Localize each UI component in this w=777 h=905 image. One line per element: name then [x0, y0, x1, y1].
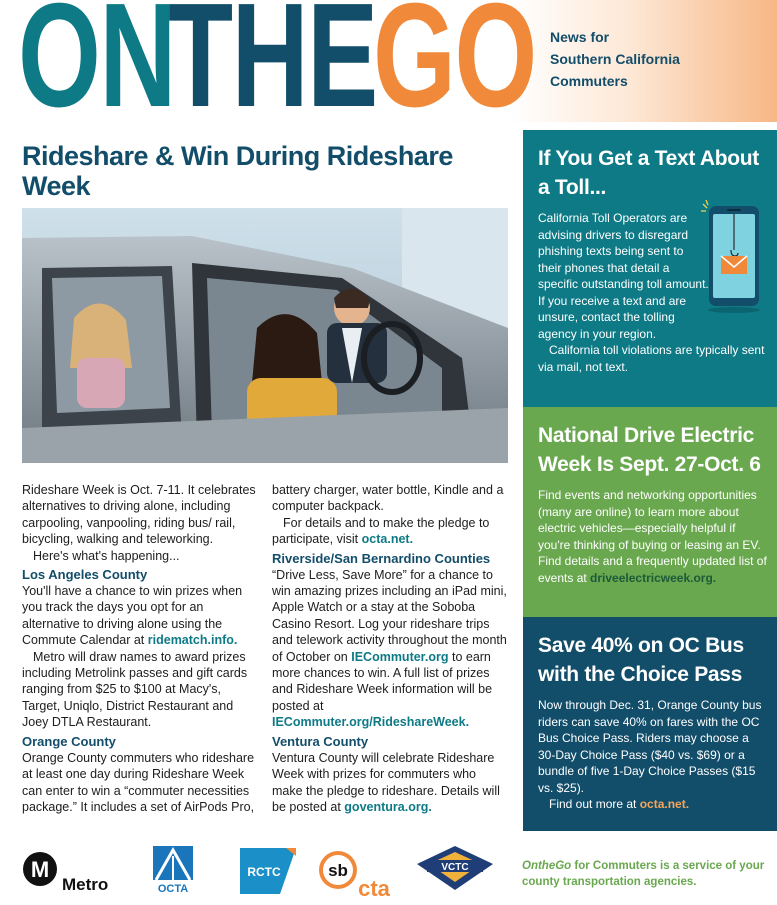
article-title: Rideshare & Win During Rideshare Week	[22, 141, 453, 201]
masthead-logo	[18, 0, 536, 122]
la-paragraph-1-text: You'll have a chance to win prizes when you track the days you opt for an alternative to driving alone using the Commute Calendar at	[22, 584, 243, 648]
goventura-link[interactable]: goventura.org.	[344, 799, 432, 814]
sbcta-logo	[318, 842, 398, 900]
orange-county-heading: Orange County	[22, 733, 116, 749]
rsb-paragraph-text-1: “Drive Less, Save More” for a chance to win amazing prizes including an iPad mini, Apple Watch or a stay at the Soboba Casino Resort. Log your rideshare trips and telework activity throughout the month of October on	[272, 567, 507, 664]
bus-paragraph-2	[538, 796, 767, 813]
masthead-go: GO	[373, 0, 536, 122]
footer-credit	[522, 858, 772, 890]
oc-paragraph-cont: battery charger, water bottle, Kindle and a computer backpack.	[272, 483, 504, 514]
toll-paragraph-2: If you receive a text and are unsure, contact the tolling agency in your region.	[538, 293, 687, 341]
vc-paragraph-text: Ventura County will celebrate Rideshare Week with prizes for commuters who make the pledge to rideshare. Details will be posted at	[272, 750, 500, 814]
article-column-1	[22, 482, 258, 815]
drive-electric-panel	[523, 407, 777, 617]
intro-paragraph: Rideshare Week is Oct. 7-11. It celebrates alternatives to driving alone, including carpooling, vanpooling, riding bus/ rail, bicycling, walking and teleworking.	[22, 483, 256, 547]
oc-bus-choice-pass-panel	[523, 617, 777, 831]
oc-paragraph-1: Orange County commuters who rideshare at least one day during Rideshare Week can enter to win a “commuter necessities package.” It includes a set of AirPods Pro,	[22, 750, 255, 814]
article-column-2	[272, 482, 510, 815]
driveelectricweek-link[interactable]: driveelectricweek.org.	[590, 570, 717, 585]
octa-logo-text: OCTA	[157, 883, 189, 894]
rctc-logo-text: RCTC	[247, 865, 281, 879]
rideshare-photo	[22, 208, 508, 463]
oc-paragraph-2	[272, 515, 510, 548]
octa-logo	[150, 842, 198, 894]
masthead	[0, 0, 777, 122]
masthead-on: ON	[18, 0, 175, 122]
sbcta-logo-sb: sb	[328, 861, 348, 880]
electric-panel-title: National Drive Electric Week Is Sept. 27-Oct. 6	[538, 424, 761, 476]
rctc-logo	[240, 842, 296, 894]
bus-paragraph-2-text: Find out more at	[549, 797, 637, 811]
tagline-line-3: Commuters	[550, 73, 628, 89]
sbcta-logo-cta: cta	[358, 876, 390, 900]
electric-paragraph-text: Find events and networking opportunities (many are online) to learn more about electric vehicles—especially helpful if you're thinking of buying or leasing an EV. Find details and a frequently updated list of events at	[538, 488, 767, 585]
ventura-county-heading: Ventura County	[272, 733, 369, 749]
octa-net-link[interactable]: octa.net.	[639, 797, 690, 811]
riverside-sb-heading: Riverside/San Bernardino Counties	[272, 550, 491, 566]
vc-paragraph	[272, 750, 510, 816]
toll-text-panel	[523, 130, 777, 407]
iecommuter-rideshareweek-link[interactable]: IECommuter.org/RideshareWeek.	[272, 715, 470, 730]
tagline-line-1: News for	[550, 29, 610, 45]
la-paragraph-1	[22, 583, 258, 649]
iecommuter-link[interactable]: IECommuter.org	[351, 649, 449, 664]
la-county-heading: Los Angeles County	[22, 567, 148, 583]
rsb-paragraph	[272, 567, 510, 731]
tagline-line-2: Southern California	[550, 51, 680, 67]
metro-logo-text: Metro	[62, 875, 109, 894]
oc-paragraph-2-text: For details and to make the pledge to participate, visit	[272, 515, 490, 547]
metro-logo	[22, 842, 122, 894]
octa-link[interactable]: octa.net.	[361, 532, 414, 547]
phishing-phone-icon	[701, 198, 765, 318]
bus-panel-title: Save 40% on OC Bus with the Choice Pass	[538, 634, 744, 686]
car-photo-illustration	[22, 208, 508, 463]
toll-panel-title: If You Get a Text About a Toll...	[538, 147, 759, 199]
metro-logo-letter: M	[30, 857, 50, 882]
rsb-paragraph-text-2: to earn more chances to win. A full list of prizes and Rideshare Week information will be posted at	[272, 649, 493, 713]
toll-paragraph-1: California Toll Operators are advising drivers to disregard phishing texts being sent to their phones that detail a specific outstanding toll amount.	[538, 211, 709, 291]
credit-brand: OntheGo	[522, 860, 572, 872]
masthead-the: THE	[168, 0, 377, 122]
bus-paragraph-1: Now through Dec. 31, Orange County bus riders can save 40% on fares with the OC Bus Choice Pass. Riders may choose a 30-Day Choice Pass ($40 vs. $69) or a bundle of five 1-Day Choice Passes ($15 vs. $25).	[538, 698, 762, 795]
vctc-logo-text: VCTC	[441, 862, 469, 873]
vctc-logo	[415, 842, 495, 892]
la-paragraph-2: Metro will draw names to award prizes including Metrolink passes and gift cards ranging from $25 to $100 at Macy's, Target, Uniqlo, District Restaurant and Joey DTLA Restaurant.	[22, 649, 248, 730]
tagline	[550, 26, 750, 92]
ridematch-link[interactable]: ridematch.info.	[147, 633, 238, 648]
intro-paragraph-2: Here's what's happening...	[33, 548, 180, 563]
toll-paragraph-3: California toll violations are typically sent via mail, not text.	[538, 343, 765, 374]
electric-paragraph	[538, 487, 767, 586]
credit-text: for Commuters is a service of your county transportation agencies.	[522, 860, 765, 888]
